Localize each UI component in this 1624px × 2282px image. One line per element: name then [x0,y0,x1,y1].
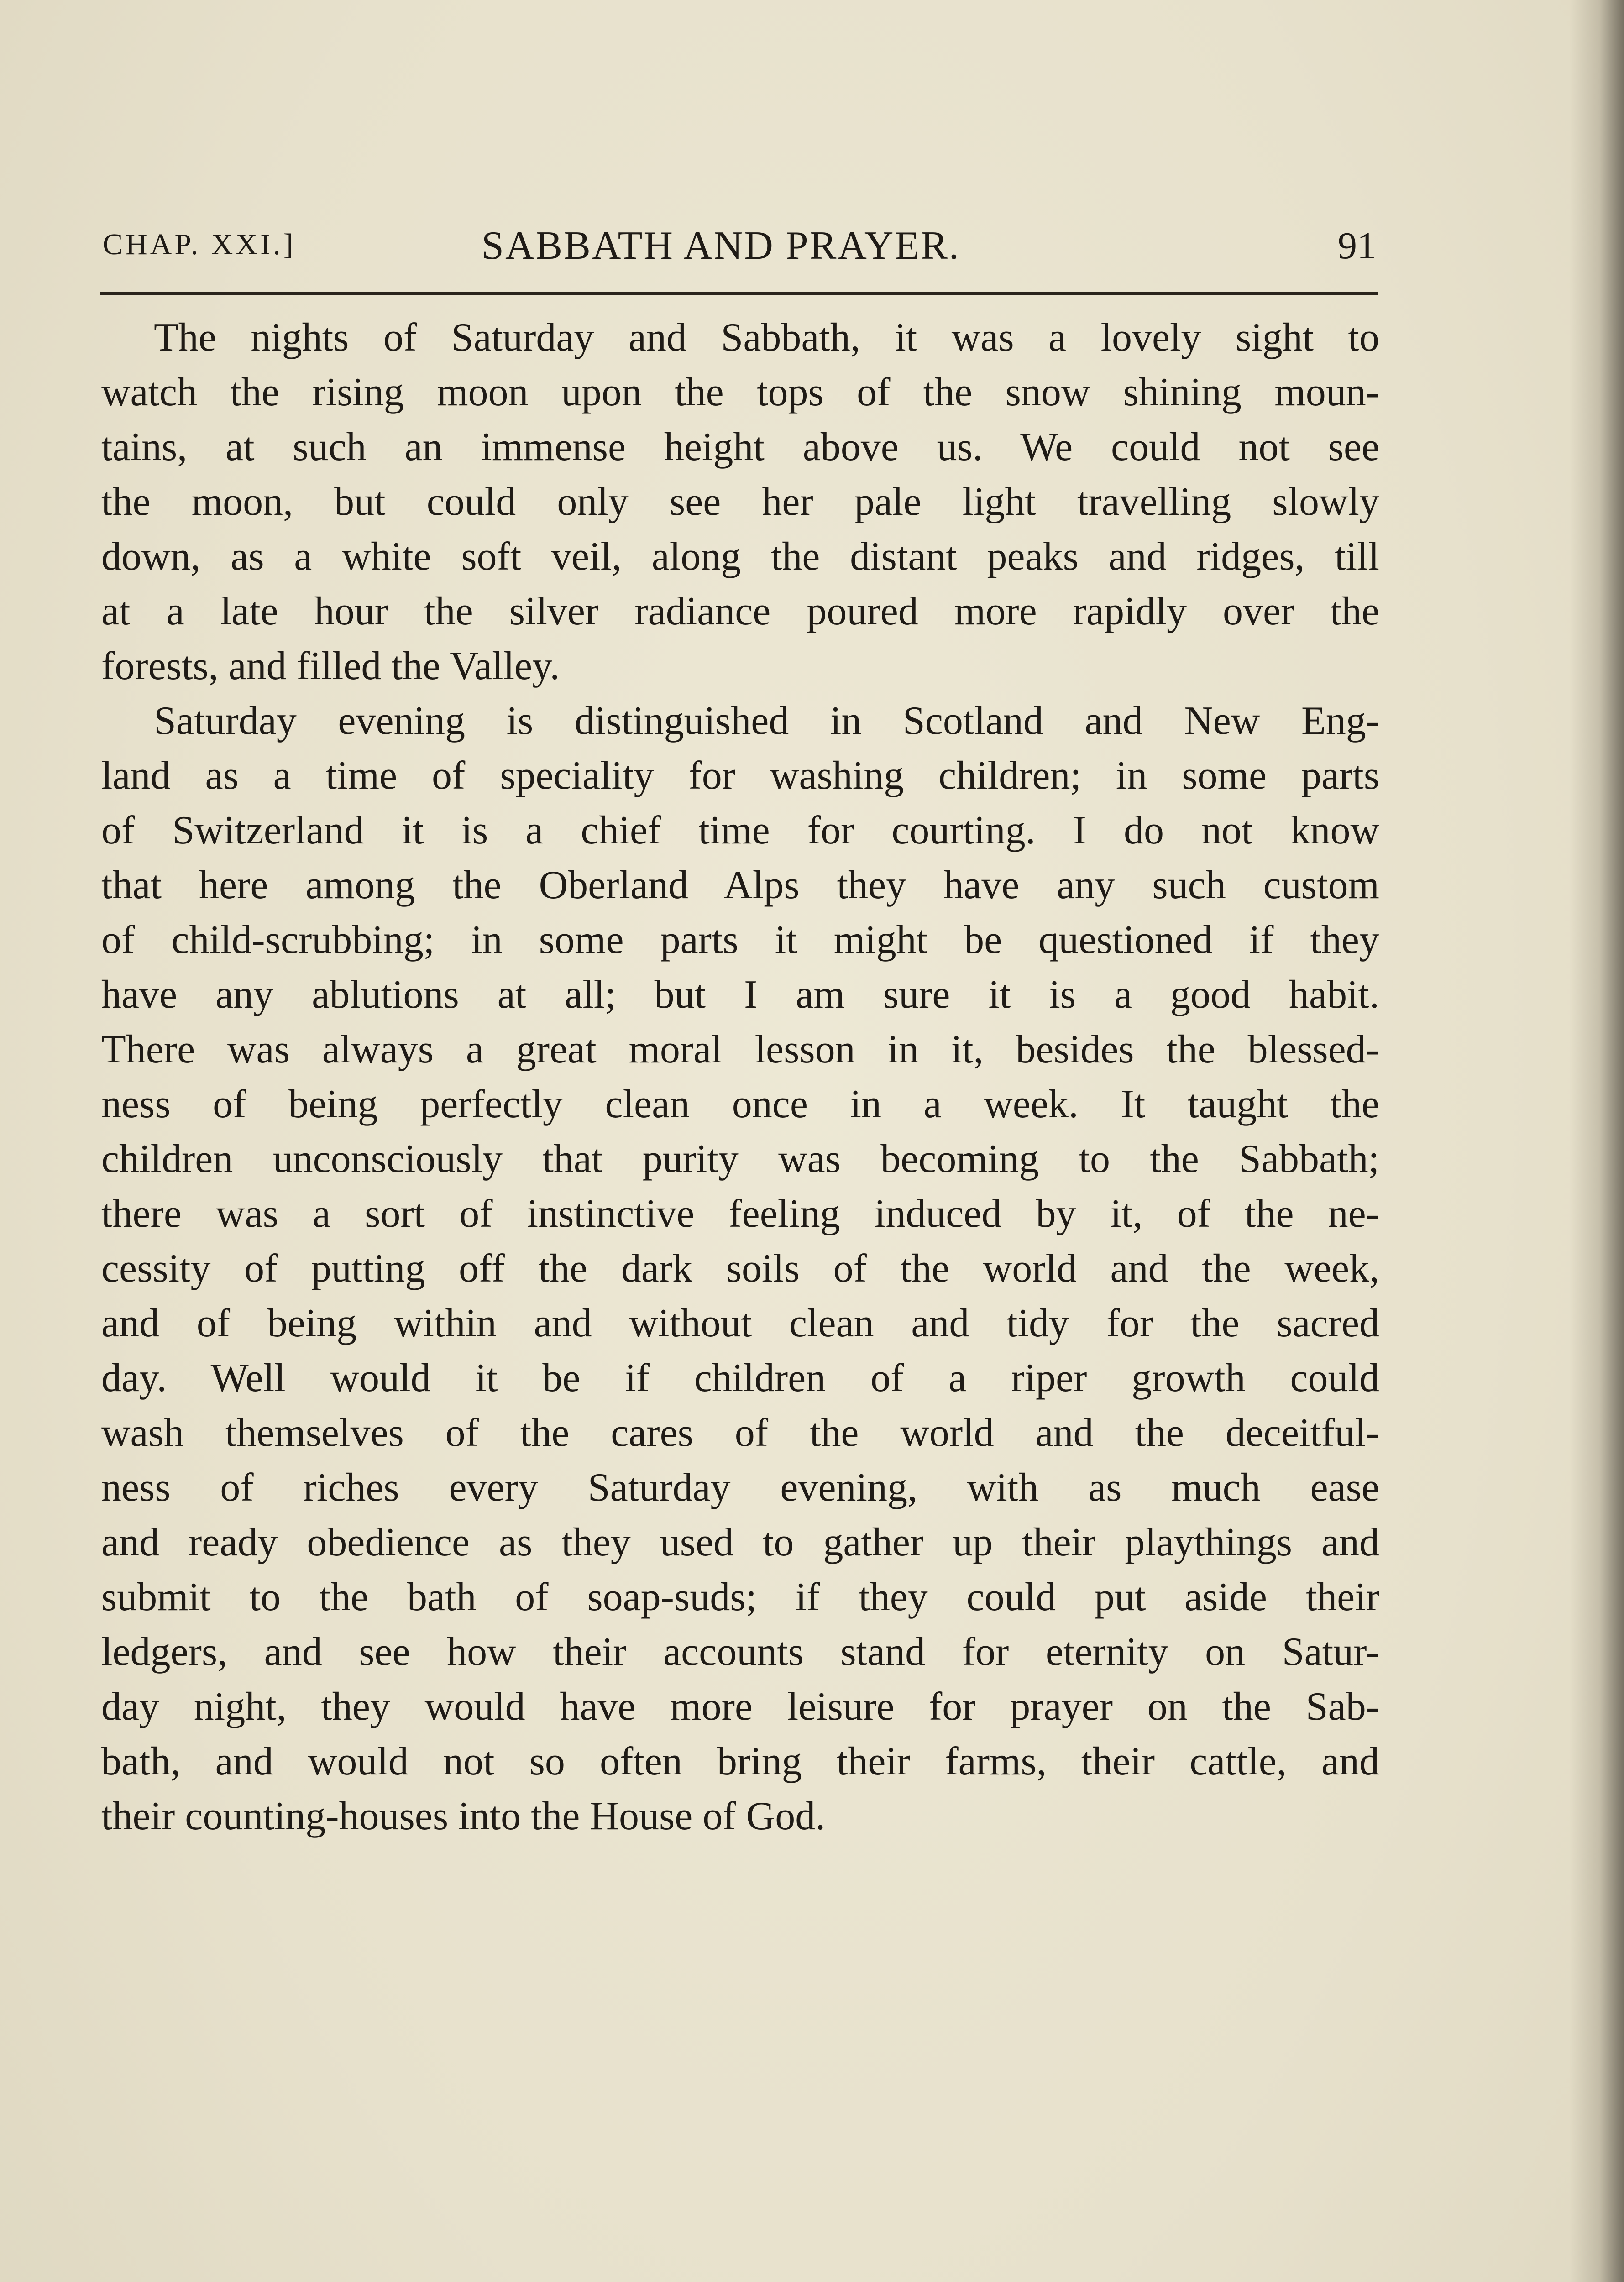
text-line: down, as a white soft veil, along the distant peaks and ridges, till [101,534,1379,579]
text-line: children unconsciously that purity was becoming to the Sabbath; [101,1137,1379,1181]
text-line: ness of being perfectly clean once in a week. It taught the [101,1082,1379,1126]
text-line: their counting-houses into the House of God. [101,1794,826,1838]
text-line: day night, they would have more leisure for prayer on the Sab- [101,1685,1379,1729]
page-number: 91 [1338,225,1376,267]
text-line: wash themselves of the cares of the world and the deceitful- [101,1411,1379,1455]
paragraph-2 [101,694,1379,1844]
text-line: and of being within and without clean and tidy for the sacred [101,1301,1379,1345]
text-line: watch the rising moon upon the tops of the snow shining moun- [101,370,1379,414]
text-line: the moon, but could only see her pale light travelling slowly [101,480,1379,524]
text-line: Saturday evening is distinguished in Scotland and New Eng- [154,699,1379,743]
chapter-label: CHAP. XXI.] [103,228,296,261]
text-line: bath, and would not so often bring their farms, their cattle, and [101,1739,1379,1784]
text-line: submit to the bath of soap-suds; if they could put aside their [101,1575,1379,1619]
header-rule [100,292,1378,295]
text-line: of Switzerland it is a chief time for courting. I do not know [101,808,1379,853]
text-line: ness of riches every Saturday evening, with as much ease [101,1466,1379,1510]
text-line: day. Well would it be if children of a riper growth could [101,1356,1379,1400]
running-title: SABBATH AND PRAYER. [482,224,960,268]
text-line: of child-scrubbing; in some parts it might be questioned if they [101,918,1379,962]
paragraph-1 [101,310,1379,694]
text-line: There was always a great moral lesson in it, besides the blessed- [101,1027,1379,1072]
body-text [101,310,1379,1844]
text-line: that here among the Oberland Alps they have any such custom [101,863,1379,907]
text-line: at a late hour the silver radiance poured more rapidly over the [101,589,1379,633]
text-line: have any ablutions at all; but I am sure it is a good habit. [101,973,1379,1017]
text-line: land as a time of speciality for washing children; in some parts [101,754,1379,798]
text-line: The nights of Saturday and Sabbath, it was a lovely sight to [154,315,1379,360]
text-line: tains, at such an immense height above us. We could not see [101,425,1379,469]
text-line: ledgers, and see how their accounts stand for eternity on Satur- [101,1630,1379,1674]
text-line: forests, and filled the Valley. [101,644,560,688]
page-edge-shadow [1569,0,1624,2282]
running-header [103,223,1376,277]
text-line: and ready obedience as they used to gather up their playthings and [101,1520,1379,1565]
text-line: cessity of putting off the dark soils of the world and the week, [101,1246,1379,1291]
text-line: there was a sort of instinctive feeling induced by it, of the ne- [101,1192,1379,1236]
